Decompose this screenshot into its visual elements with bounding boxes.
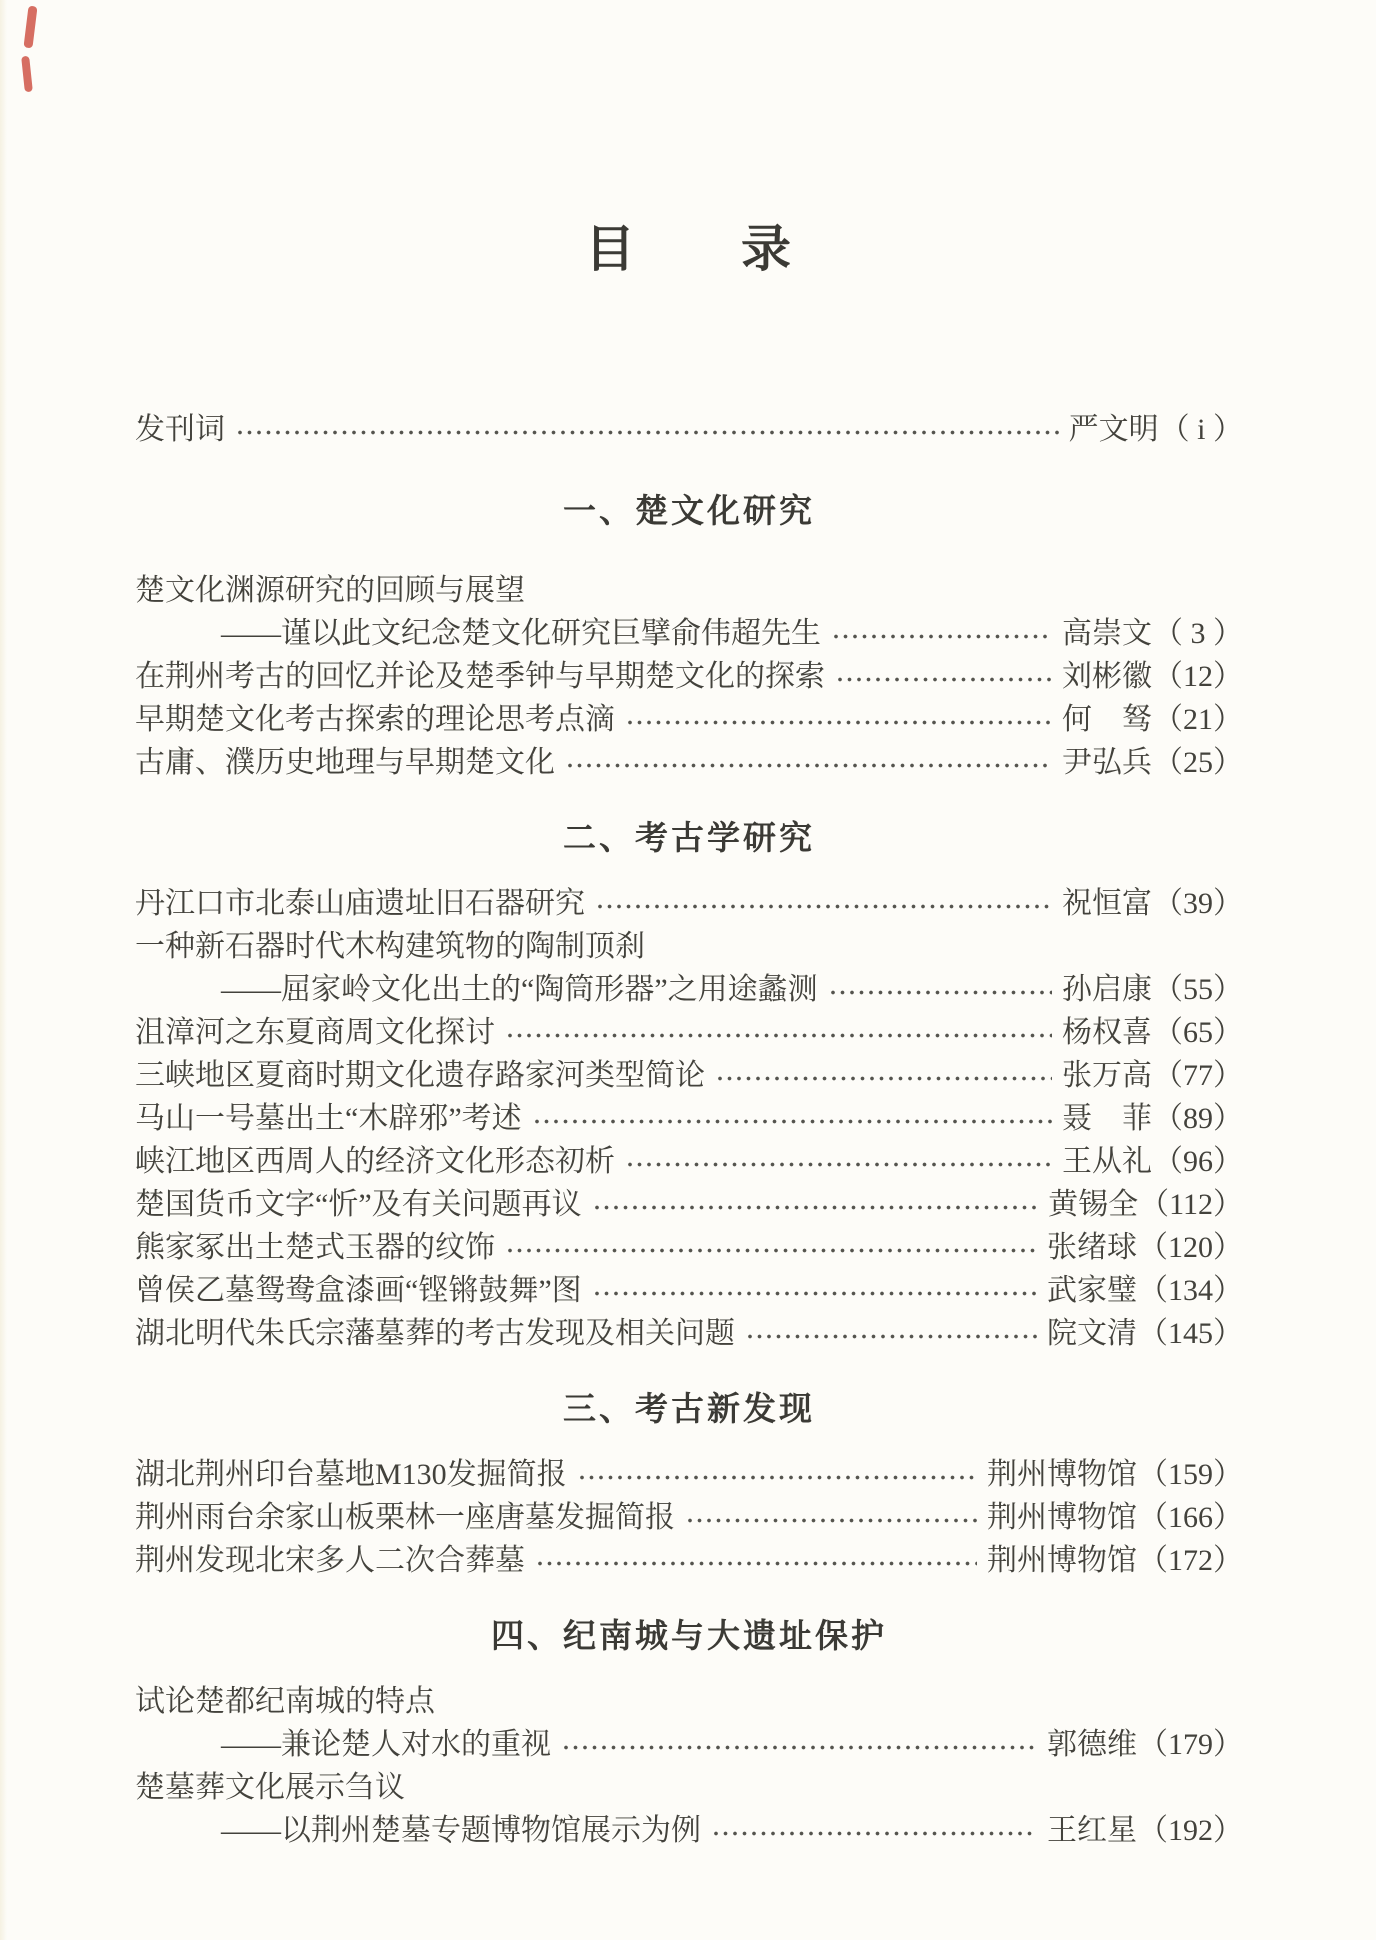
entry-title: ——谨以此文纪念楚文化研究巨擘俞伟超先生 xyxy=(221,617,821,650)
toc-entry-line xyxy=(135,1500,1243,1535)
entry-page: （55） xyxy=(1153,973,1243,1006)
toc-entry-line xyxy=(135,659,1243,694)
entry-page: （21） xyxy=(1153,703,1243,736)
section-heading: 四、纪南城与大遗址保护 xyxy=(491,1617,887,1654)
toc-entry-line xyxy=(135,702,1243,737)
entry-author: 张绪球 xyxy=(1047,1231,1137,1264)
dot-leader xyxy=(713,1830,1037,1837)
entry-title: 楚墓葬文化展示刍议 xyxy=(135,1771,405,1804)
entry-page: （120） xyxy=(1138,1231,1243,1264)
entry-title: 湖北荆州印台墓地M130发掘简报 xyxy=(135,1458,567,1491)
section-heading: 一、楚文化研究 xyxy=(563,492,815,529)
dot-leader xyxy=(507,1032,1052,1039)
dot-leader xyxy=(579,1474,977,1481)
entry-title: 曾侯乙墓鸳鸯盒漆画“铿锵鼓舞”图 xyxy=(135,1274,582,1307)
entry-author: 刘彬徽 xyxy=(1062,660,1152,693)
dot-leader xyxy=(687,1517,977,1524)
toc-entry-line xyxy=(135,412,1243,447)
entry-page: （166） xyxy=(1138,1501,1243,1534)
entry-author: 院文清 xyxy=(1047,1317,1137,1350)
entry-author: 荆州博物馆 xyxy=(987,1501,1137,1534)
toc-entry-line xyxy=(135,1187,1243,1222)
entry-author: 荆州博物馆 xyxy=(987,1544,1137,1577)
toc-entry-line xyxy=(135,1684,1243,1719)
toc-entry-line xyxy=(135,1230,1243,1265)
toc-entry-line xyxy=(135,1770,1243,1805)
section-heading: 二、考古学研究 xyxy=(563,819,815,856)
entry-title: 荆州发现北宋多人二次合葬墓 xyxy=(135,1544,525,1577)
entry-author: 祝恒富 xyxy=(1062,887,1152,920)
section-heading: 三、考古新发现 xyxy=(563,1390,815,1427)
dot-leader xyxy=(717,1075,1052,1082)
entry-author: 黄锡全 xyxy=(1048,1188,1139,1221)
toc-entry-line xyxy=(135,616,1243,651)
dot-leader xyxy=(534,1118,1052,1125)
entry-title: ——以荆州楚墓专题博物馆展示为例 xyxy=(221,1814,701,1847)
entry-title: 楚文化渊源研究的回顾与展望 xyxy=(135,574,525,607)
entry-author: 王从礼 xyxy=(1062,1145,1152,1178)
toc-entry-line xyxy=(135,1058,1243,1093)
entry-title: 一种新石器时代木构建筑物的陶制顶刹 xyxy=(135,930,645,963)
entry-page: （134） xyxy=(1138,1274,1243,1307)
dot-leader xyxy=(507,1247,1037,1254)
dot-leader xyxy=(627,1161,1052,1168)
toc-entry-line xyxy=(135,929,1243,964)
entry-author: 尹弘兵 xyxy=(1062,746,1152,779)
toc-entry-line xyxy=(135,1101,1243,1136)
toc-entry-line xyxy=(135,1144,1243,1179)
entry-page: （77） xyxy=(1153,1059,1243,1092)
entry-author: 杨权喜 xyxy=(1062,1016,1152,1049)
entry-title: 早期楚文化考古探索的理论思考点滴 xyxy=(135,703,615,736)
entry-author: 郭德维 xyxy=(1047,1728,1137,1761)
toc-entry-line xyxy=(135,745,1243,780)
page-title: 目 录 xyxy=(585,221,793,277)
toc-entry-line xyxy=(135,972,1243,1007)
toc-entry-line xyxy=(135,1457,1243,1492)
entry-page: （89） xyxy=(1153,1102,1243,1135)
red-pen-mark xyxy=(21,56,33,93)
entry-page: （39） xyxy=(1153,887,1243,920)
entry-page: （112） xyxy=(1139,1188,1243,1221)
toc-entry-line xyxy=(135,1273,1243,1308)
entry-page: （ 3 ） xyxy=(1153,617,1243,650)
toc-entry-line xyxy=(135,1015,1243,1050)
entry-title: ——兼论楚人对水的重视 xyxy=(221,1728,551,1761)
entry-page: （172） xyxy=(1138,1544,1243,1577)
entry-page: （159） xyxy=(1138,1458,1243,1491)
entry-title: 发刊词 xyxy=(135,413,225,446)
entry-title: 荆州雨台余家山板栗林一座唐墓发掘简报 xyxy=(135,1501,675,1534)
entry-page: （25） xyxy=(1153,746,1243,779)
dot-leader xyxy=(747,1333,1037,1340)
entry-title: 熊家冢出土楚式玉器的纹饰 xyxy=(135,1231,495,1264)
entry-author: 荆州博物馆 xyxy=(987,1458,1137,1491)
entry-title: 湖北明代朱氏宗藩墓葬的考古发现及相关问题 xyxy=(135,1317,735,1350)
entry-author: 王红星 xyxy=(1047,1814,1137,1847)
entry-page: （ i ） xyxy=(1159,413,1243,446)
entry-page: （179） xyxy=(1138,1728,1243,1761)
dot-leader xyxy=(537,1560,977,1567)
entry-page: （12） xyxy=(1153,660,1243,693)
toc-entry-line xyxy=(135,1727,1243,1762)
toc-entry-line xyxy=(135,1813,1243,1848)
entry-title: 古庸、濮历史地理与早期楚文化 xyxy=(135,746,555,779)
entry-title: 三峡地区夏商时期文化遗存路家河类型简论 xyxy=(135,1059,705,1092)
dot-leader xyxy=(567,762,1052,769)
entry-title: 峡江地区西周人的经济文化形态初析 xyxy=(135,1145,615,1178)
page-content xyxy=(135,0,1243,1856)
entry-title: ——屈家岭文化出土的“陶筒形器”之用途蠡测 xyxy=(221,973,818,1006)
entry-title: 楚国货币文字“忻”及有关问题再议 xyxy=(135,1188,582,1221)
dot-leader xyxy=(594,1204,1038,1211)
dot-leader xyxy=(837,676,1052,683)
entry-author: 孙启康 xyxy=(1062,973,1152,1006)
entry-author: 高崇文 xyxy=(1062,617,1152,650)
red-pen-mark xyxy=(23,6,37,49)
dot-leader xyxy=(830,989,1052,996)
entry-page: （192） xyxy=(1138,1814,1243,1847)
entry-page: （96） xyxy=(1153,1145,1243,1178)
entry-author: 严文明 xyxy=(1068,413,1159,446)
entry-author: 武家璧 xyxy=(1047,1274,1137,1307)
entry-author: 张万高 xyxy=(1062,1059,1152,1092)
toc-entry-line xyxy=(135,1316,1243,1351)
toc-body xyxy=(135,412,1243,1848)
entry-page: （65） xyxy=(1153,1016,1243,1049)
dot-leader xyxy=(563,1744,1037,1751)
entry-title: 试论楚都纪南城的特点 xyxy=(135,1685,435,1718)
dot-leader xyxy=(594,1290,1037,1297)
dot-leader xyxy=(833,633,1052,640)
toc-entry-line xyxy=(135,886,1243,921)
entry-author: 何 驽 xyxy=(1062,703,1152,736)
entry-title: 马山一号墓出土“木辟邪”考述 xyxy=(135,1102,522,1135)
entry-title: 沮漳河之东夏商周文化探讨 xyxy=(135,1016,495,1049)
entry-page: （145） xyxy=(1138,1317,1243,1350)
dot-leader xyxy=(597,903,1052,910)
dot-leader xyxy=(627,719,1052,726)
toc-entry-line xyxy=(135,1543,1243,1578)
toc-entry-line xyxy=(135,573,1243,608)
entry-author: 聂 菲 xyxy=(1062,1102,1152,1135)
entry-title: 在荆州考古的回忆并论及楚季钟与早期楚文化的探索 xyxy=(135,660,825,693)
entry-title: 丹江口市北泰山庙遗址旧石器研究 xyxy=(135,887,585,920)
dot-leader xyxy=(237,429,1059,436)
